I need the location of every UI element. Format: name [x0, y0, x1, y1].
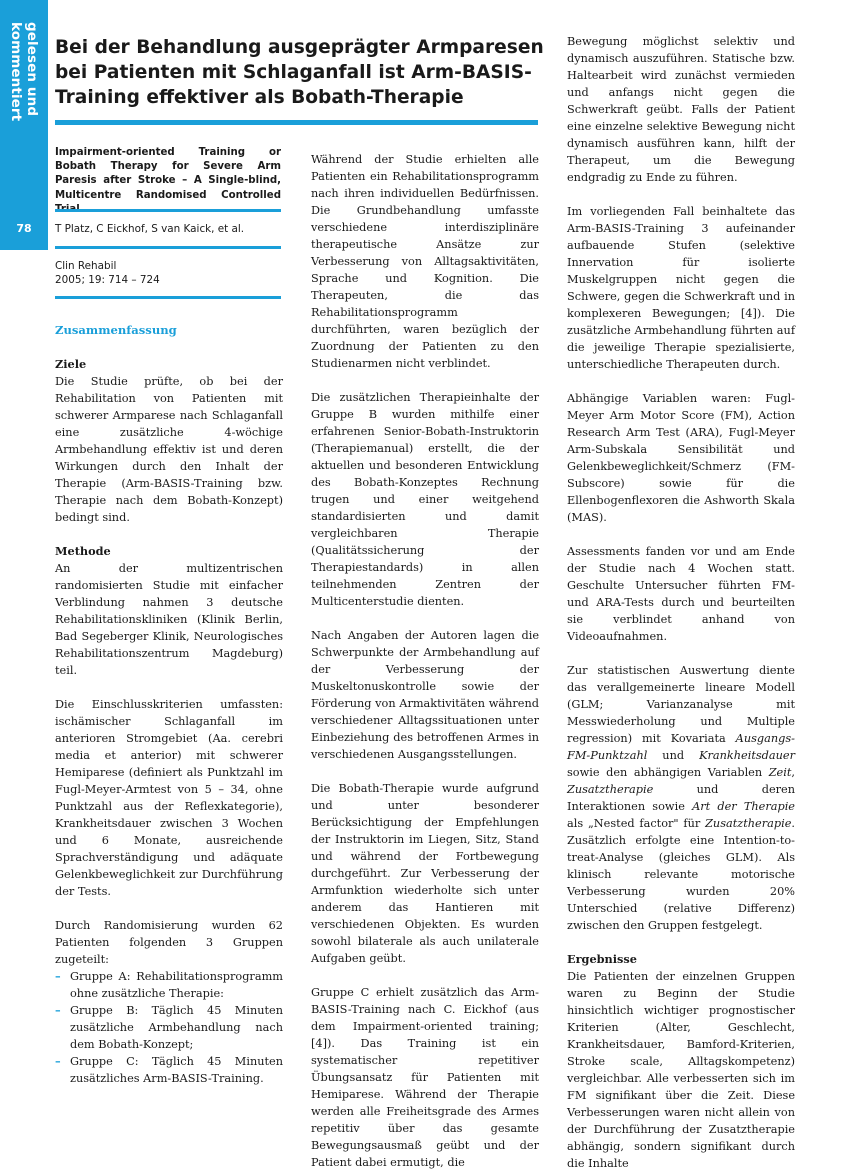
paragraph: Die zusätzlichen Therapieinhalte der Gruppe B wurden mithilfe einer erfahrenen Senior-Bobath-Instruktorin (Therapiemanual) erstellt, die der aktuellen und besonderen Entwicklung des Bobath-Konzeptes Rechnung trugen und einer weitgehend standardisierten und damit vergleichbaren Therapie (Qualitätssicherung der Therapiestandards) in allen teilnehmenden Zentren der Multicenterstudie dienten.	[311, 391, 539, 608]
page-number: 78	[16, 222, 32, 235]
dash-bullet: –	[55, 969, 61, 983]
group-list	[55, 968, 283, 1087]
paragraph: Bewegung möglichst selektiv und dynamisch auszuführen. Statische bzw. Haltearbeit wird zunächst vermieden und anfangs nicht gegen die Schwerkraft geübt. Falls der Patient eine einzelne selektive Bewegung nicht dynamisch ausführen kann, hilft der Therapeut, um die Bewegung endgradig zu Ende zu führen.	[567, 35, 795, 184]
random-text: Durch Randomisierung wurden 62 Patienten folgenden 3 Gruppen zugeteilt:	[55, 919, 283, 966]
ziele-heading: Ziele	[55, 357, 87, 371]
einschluss-text: Die Einschlusskriterien umfassten: ischämischer Schlaganfall im anterioren Stromgebiet (Aa. cerebri media et anterior) mit schwerer Hemiparese (definiert als Punktzahl im Fugl-Meyer-Armtest von 5 – 34, ohne Punktzahl aus der Reflexkategorie), Krankheitsdauer zwischen 3 Wochen und 6 Monate, ausreichende Sprachverständigung und adäquate Gelenkbeweglichkeit zur Durchführung der Tests.	[55, 698, 283, 898]
title-divider	[55, 120, 538, 125]
paragraph: Assessments fanden vor und am Ende der Studie nach 4 Wochen statt. Geschulte Untersucher führten FM- und ARA-Tests durch und beurteilten sie verblindet anhand von Videoaufnahmen.	[567, 545, 795, 643]
journal-name: Clin Rehabil	[55, 260, 117, 272]
info-divider-2	[55, 246, 281, 249]
journal-volume-pages: 2005; 19: 714 – 724	[55, 274, 160, 286]
paragraph: Im vorliegenden Fall beinhaltete das Arm-BASIS-Training 3 aufeinander aufbauende Stufen (selektive Innervation für isolierte Muskelgruppen nicht gegen die Schwere, gegen die Schwerkraft und in komplexeren Bewegungen; [4]). Die zusätzliche Armbehandlung führten auf die jeweilige Therapie spezialisierte, unterschiedliche Therapeuten durch.	[567, 205, 795, 371]
article-title: Bei der Behandlung ausgeprägter Armparesen bei Patienten mit Schlaganfall ist Arm-BASIS-Training effektiver als Bobath-Therapie	[55, 37, 544, 108]
section-side-tab	[0, 0, 48, 250]
methode-text: An der multizentrischen randomisierten Studie mit einfacher Verblindung nahmen 3 deutsche Rehabilitationskliniken (Klinik Berlin, Bad Segeberger Klinik, Neurologisches Rehabilitationszentrum Magdeburg) teil.	[55, 562, 283, 677]
list-item: – Gruppe A: Rehabilitationsprogramm ohne zusätzliche Therapie:	[55, 969, 283, 1000]
section-label: gelesen und kommentiert	[8, 22, 40, 122]
paragraph: Gruppe C erhielt zusätzlich das Arm-BASIS-Training nach C. Eickhof (aus dem Impairment-oriented training; [4]). Das Training ist ein systematischer repetitiver Übungsansatz für Patienten mit Hemiparese. Während der Therapie werden alle Freiheitsgrade des Armes repetitiv über das gesamte Bewegungsausmaß geübt und der Patient dabei ermutigt, die	[311, 986, 539, 1169]
paragraph: Nach Angaben der Autoren lagen die Schwerpunkte der Armbehandlung auf der Verbesserung der Muskeltonuskontrolle sowie der Förderung von Armaktivitäten während verschiedener Alltagssituationen unter Einbeziehung des betroffenen Armes in verschiedenen Ausgangsstellungen.	[311, 629, 539, 761]
english-title: Impairment-oriented Training or Bobath Therapy for Severe Arm Paresis after Stroke – A Single-blind, Multicentre Randomised Controlled	[55, 147, 281, 201]
info-divider-3	[55, 296, 281, 299]
summary-heading: Zusammenfassung	[55, 323, 177, 337]
paragraph: Abhängige Variablen waren: Fugl-Meyer Arm Motor Score (FM), Action Research Arm Test (ARA), Fugl-Meyer Arm-Subskala Sensibilität und Gelenkbeweglichkeit/Schmerz (FM-Subscore) sowie für die Ellenbogenflexoren die Ashworth Skala (MAS).	[567, 392, 795, 524]
dash-bullet: –	[55, 1003, 61, 1017]
list-item: – Gruppe C: Täglich 45 Minuten zusätzliches Arm-BASIS-Training.	[55, 1054, 283, 1085]
column-3	[567, 33, 795, 1172]
ergebnisse-text: Die Patienten der einzelnen Gruppen waren zu Beginn der Studie hinsichtlich wichtiger prognostischer Kriterien (Alter, Geschlecht, Krankheitsdauer, Bamford-Kriterien, Stroke scale, Alltagskompetenz) vergleichbar. Alle verbesserten sich im FM signifikant über die Zeit. Diese Verbesserungen waren nicht allein von der Durchführung der Zusatztherapie abhängig, sondern signifikant durch die Inhalte	[567, 970, 795, 1170]
info-divider-1	[55, 209, 281, 212]
statistics-paragraph: Zur statistischen Auswertung diente das verallgemeinerte lineare Modell (GLM; Varianzanalyse mit Messwiederholung und Multiple regression) mit Kovariata Ausgangs-FM-Punktzahl und Krankheitsdauer sowie den abhängigen Variablen Zeit, Zusatztherapie und deren Interaktionen sowie Art der Therapie als „Nested factor" für Zusatztherapie. Zusätzlich erfolgte eine Intention-to-treat-Analyse (gleiches GLM). Als klinisch relevante motorische Verbesserung wurden 20% Unterschied (relative Differenz) zwischen den Gruppen festgelegt.	[567, 664, 795, 932]
journal-citation	[55, 259, 281, 287]
dash-bullet: –	[55, 1054, 61, 1068]
methode-heading: Methode	[55, 544, 111, 558]
column-2	[311, 151, 539, 1171]
ziele-text: Die Studie prüfte, ob bei der Rehabilitation von Patienten mit schwerer Armparese nach Schlaganfall eine zusätzliche 4-wöchige Armbehandlung effektiv ist und deren Wirkungen durch den Inhalt der Therapie (Arm-BASIS-Training bzw. Therapie nach dem Bobath-Konzept) bedingt sind.	[55, 375, 283, 524]
paragraph: Während der Studie erhielten alle Patienten ein Rehabilitationsprogramm nach ihren individuellen Bedürfnissen. Die Grundbehandlung umfasste verschiedene interdisziplinäre therapeutische Ansätze zur Verbesserung von Alltagsaktivitäten, Sprache und Kognition. Die Therapeuten, die das Rehabilitationsprogramm durchführten, waren bezüglich der Zuordnung der Patienten zu den Studienarmen nicht verblindet.	[311, 153, 539, 370]
paragraph: Die Bobath-Therapie wurde aufgrund und unter besonderer Berücksichtigung der Empfehlungen der Instruktorin im Liegen, Sitz, Stand und während der Fortbewegung durchgeführt. Zur Verbesserung der Armfunktion wiederholte sich unter anderem das Hantieren mit verschiedenen Objekten. Es wurden sowohl bilaterale als auch unilaterale Aufgaben geübt.	[311, 782, 539, 965]
original-title-block	[55, 146, 281, 217]
list-item: – Gruppe B: Täglich 45 Minuten zusätzliche Armbehandlung nach dem Bobath-Konzept;	[55, 1003, 283, 1051]
ergebnisse-heading: Ergebnisse	[567, 952, 637, 966]
authors: T Platz, C Eickhof, S van Kaick, et al.	[55, 223, 245, 235]
column-1	[55, 322, 283, 1087]
